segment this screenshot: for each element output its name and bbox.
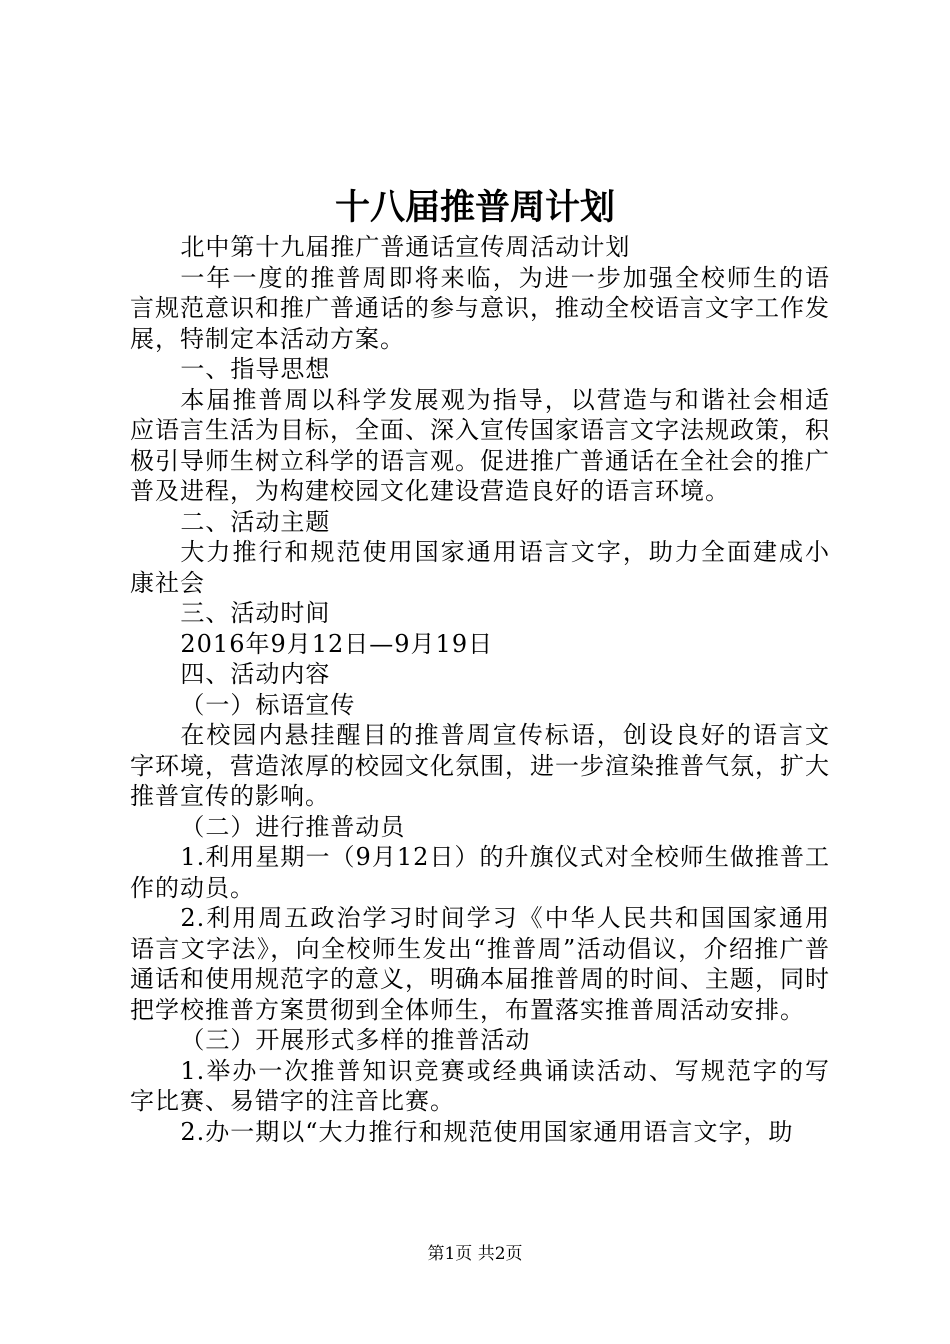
subsection-heading: （三）开展形式多样的推普活动	[180, 1026, 531, 1054]
paragraph: 大力推行和规范使用国家通用语言文字，助力全面建成小康社会	[130, 538, 830, 597]
section-heading: 四、活动内容	[180, 660, 331, 688]
paragraph: 2016年9月12日—9月19日	[180, 629, 494, 658]
paragraph: 在校园内悬挂醒目的推普周宣传标语，创设良好的语言文字环境，营造浓厚的校园文化氛围，进一步渲染推普气氛，扩大推普宣传的影响。	[130, 721, 830, 810]
page-footer: 第1页 共2页	[427, 1244, 523, 1264]
paragraph: 一年一度的推普周即将来临，为进一步加强全校师生的语言规范意识和推广普通话的参与意识，推动全校语言文字工作发展，特制定本活动方案。	[130, 263, 830, 353]
document-body	[130, 232, 830, 1147]
paragraph: 本届推普周以科学发展观为指导，以营造与和谐社会相适应语言生活为目标，全面、深入宣传国家语言文字法规政策，积极引导师生树立科学的语言观。促进推广普通话在全社会的推广普及进程，为构建校园文化建设营造良好的语言环境。	[130, 385, 830, 505]
subsection-heading: （一）标语宣传	[180, 690, 356, 719]
paragraph: 北中第十九届推广普通话宣传周活动计划	[180, 233, 631, 261]
paragraph: 1.举办一次推普知识竞赛或经典诵读活动、写规范字的写字比赛、易错字的注音比赛。	[130, 1056, 830, 1115]
paragraph: 1.利用星期一（9月12日）的升旗仪式对全校师生做推普工作的动员。	[130, 843, 830, 902]
subsection-heading: （二）进行推普动员	[180, 812, 406, 841]
section-heading: 二、活动主题	[180, 507, 331, 536]
paragraph: 2.利用周五政治学习时间学习《中华人民共和国国家通用语言文字法》，向全校师生发出“推普周”活动倡议，介绍推广普通话和使用规范字的意义，明确本届推普周的时间、主题，同时把学校推普方案贯彻到全体师生，布置落实推普周活动安排。	[130, 904, 830, 1024]
document-title: 十八届推普周计划	[334, 187, 615, 228]
paragraph: 2.办一期以“大力推行和规范使用国家通用语言文字，助	[180, 1117, 794, 1146]
section-heading: 三、活动时间	[180, 599, 331, 627]
section-heading: 一、指导思想	[180, 355, 331, 383]
